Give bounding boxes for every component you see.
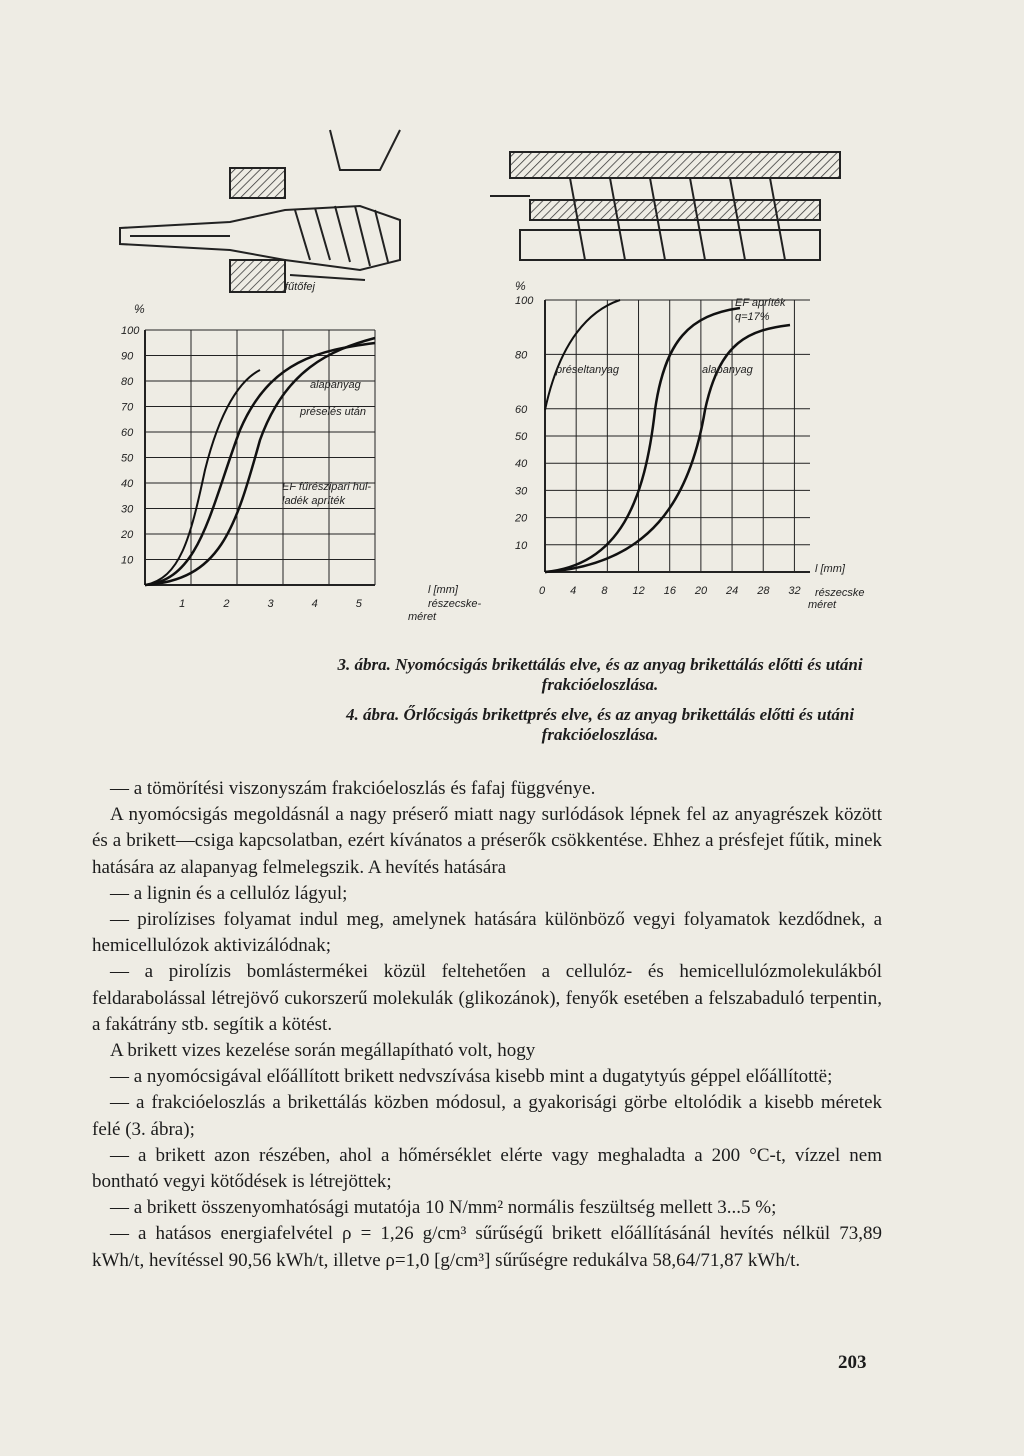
fig4-ytick-label: 60: [515, 403, 528, 416]
fig3-xtick-label: 5: [355, 598, 362, 610]
fig3-ytick-label: 60: [121, 427, 134, 439]
fig3-curve-ef: [145, 370, 260, 585]
fig4-ytick-label: 30: [515, 485, 528, 498]
body-paragraph: — a hatásos energiafelvétel ρ = 1,26 g/cm³ sűrűségű brikett előállításánál hevítés nélkül 73,89 kWh/t, hevítéssel 90,56 kWh/t, illetve ρ=1,0 [g/cm³] sűrűségre redukálva 58,64/71,87 kWh/t.: [92, 1223, 882, 1271]
body-paragraph: — pirolízises folyamat indul meg, amelynek hatására különböző vegyi folyamatok kezdődnek, a hemicellulózok aktivizálódnak;: [92, 909, 882, 957]
fig3-ytick-label: 80: [121, 376, 134, 388]
fig3-label-ef1: EF fűrészipari hul-: [282, 481, 372, 493]
fig4-xtick-label: 0: [539, 585, 546, 597]
fig4-ytick-label: 100: [515, 295, 534, 307]
fig4-curve-ef: [545, 300, 620, 410]
fig3-xlabel-1: részecske-: [428, 598, 482, 610]
fig4-xtick-label: 16: [663, 585, 676, 597]
body-paragraph: — a tömörítési viszonyszám frakcióeloszlás és fafaj függvénye.: [110, 778, 596, 799]
fig4-ytick-label: 10: [515, 539, 528, 552]
fig4-xtick-label: 24: [726, 585, 739, 597]
page-number: 203: [838, 1352, 867, 1373]
fig3-curve-pressed: [145, 338, 375, 585]
fig3-chart: [120, 302, 482, 623]
fig3-ytick-label: 40: [121, 478, 134, 490]
fig4-label-raw: alapanyag: [702, 364, 753, 376]
fig4-ytick-label: 50: [515, 431, 528, 443]
fig4-label-ef: EF apríték: [735, 297, 786, 309]
fig4-label-pressed: préseltanyag: [556, 364, 619, 376]
fig3-xtick-label: 3: [267, 598, 274, 610]
fig3-xlabel-unit: l [mm]: [428, 584, 458, 596]
fig3-xtick-label: 4: [311, 598, 318, 610]
fig4-xtick-label: 8: [601, 585, 608, 597]
body-paragraph: — a brikett azon részében, ahol a hőmérséklet elérte vagy meghaladta a 200 °C-t, vízzel nem bontható vegyi kötődések is létrejöttek;: [92, 1144, 882, 1193]
fig3-xlabel-2: méret: [408, 611, 437, 623]
fig3-label-pressed: préselés után: [300, 406, 367, 418]
fig3-ytick-label: 50: [121, 452, 134, 465]
fig4-xlabel-unit: l [mm]: [815, 563, 845, 575]
fig3-ytick-label: 90: [121, 350, 134, 363]
fig3-xtick-label: 2: [223, 598, 230, 610]
body-paragraph: — a brikett összenyomhatósági mutatója 10 N/mm² normális feszültség mellett 3...5 %;: [110, 1197, 777, 1219]
figure-3-caption: 3. ábra. Nyomócsigás brikettálás elve, és az anyag brikettálás előtti és utáni frakcióeloszlása.: [337, 655, 863, 694]
fig3-ytick-label: 70: [121, 401, 134, 414]
fig3-ytick-label: 10: [121, 554, 134, 567]
fig4-chart: [514, 279, 865, 611]
fig3-label-ef2: ladék apríték: [282, 495, 345, 507]
fig3-ytick-label: 20: [121, 529, 134, 541]
fig4-xtick-label: 20: [694, 585, 708, 597]
figures-area: [90, 110, 865, 630]
fig3-axis-unit: %: [134, 302, 145, 316]
body-paragraph: A nyomócsigás megoldásnál a nagy préserő miatt nagy surlódások lépnek fel az anyagrészek között és a brikett—csiga kapcsolatban, ezért kívánatos a préserők csökkentése. Ehhez a présfejet fűtik, minek hatására az alapanyag felmelegszik. A hevítés hatására: [92, 804, 882, 878]
fig3-ytick-label: 100: [121, 325, 140, 337]
fig3-ytick-label: 30: [121, 503, 134, 516]
fig4-ytick-label: 20: [515, 512, 528, 525]
body-text: [92, 776, 882, 1274]
fig4-axis-unit: %: [515, 279, 526, 293]
body-paragraph: — a frakcióeloszlás a brikettálás közben módosul, a gyakorisági görbe eltolódik a kisebb méretek felé (3. ábra);: [92, 1092, 882, 1140]
fig4-xlabel-1: részecske: [815, 587, 865, 599]
fig4-xtick-label: 32: [788, 585, 801, 597]
fig4-xtick-label: 28: [757, 585, 770, 597]
fig4-xtick-label: 4: [570, 585, 577, 597]
fig4-ytick-label: 40: [515, 458, 528, 471]
heating-head-label: fűtőfej: [285, 281, 315, 293]
grinding-screw-sketch: [490, 152, 840, 260]
body-paragraph: — a lignin és a cellulóz lágyul;: [110, 882, 348, 904]
figure-4-caption: 4. ábra. Őrlőcsigás brikettprés elve, és az anyag brikettálás előtti és utáni frakcióeloszlása.: [345, 705, 855, 744]
fig4-curve-pressed: [545, 308, 740, 572]
fig4-label-q: q=17%: [735, 311, 770, 323]
fig4-xtick-label: 12: [632, 585, 645, 597]
fig3-xtick-label: 1: [179, 598, 186, 610]
body-paragraph: — a pirolízis bomlástermékei közül feltehetően a cellulóz- és hemicellulózmolekulákból feldarabolással létrejövő cukorszerű molekulák (glikozánok), fenyők esetében a felszabaduló terpentin, a fakátrány stb. segítik a kötést.: [92, 961, 882, 1035]
body-paragraph: — a nyomócsigával előállított brikett nedvszívása kisebb mint a dugatytyús géppel előállítottë;: [110, 1066, 833, 1088]
screw-press-sketch: [120, 130, 400, 292]
fig3-label-raw: alapanyag: [310, 379, 361, 391]
fig4-ytick-label: 80: [515, 349, 528, 362]
figures-svg: [90, 110, 865, 630]
body-paragraph: A brikett vizes kezelése során megállapítható volt, hogy: [110, 1040, 536, 1062]
fig4-xlabel-2: méret: [808, 599, 837, 611]
